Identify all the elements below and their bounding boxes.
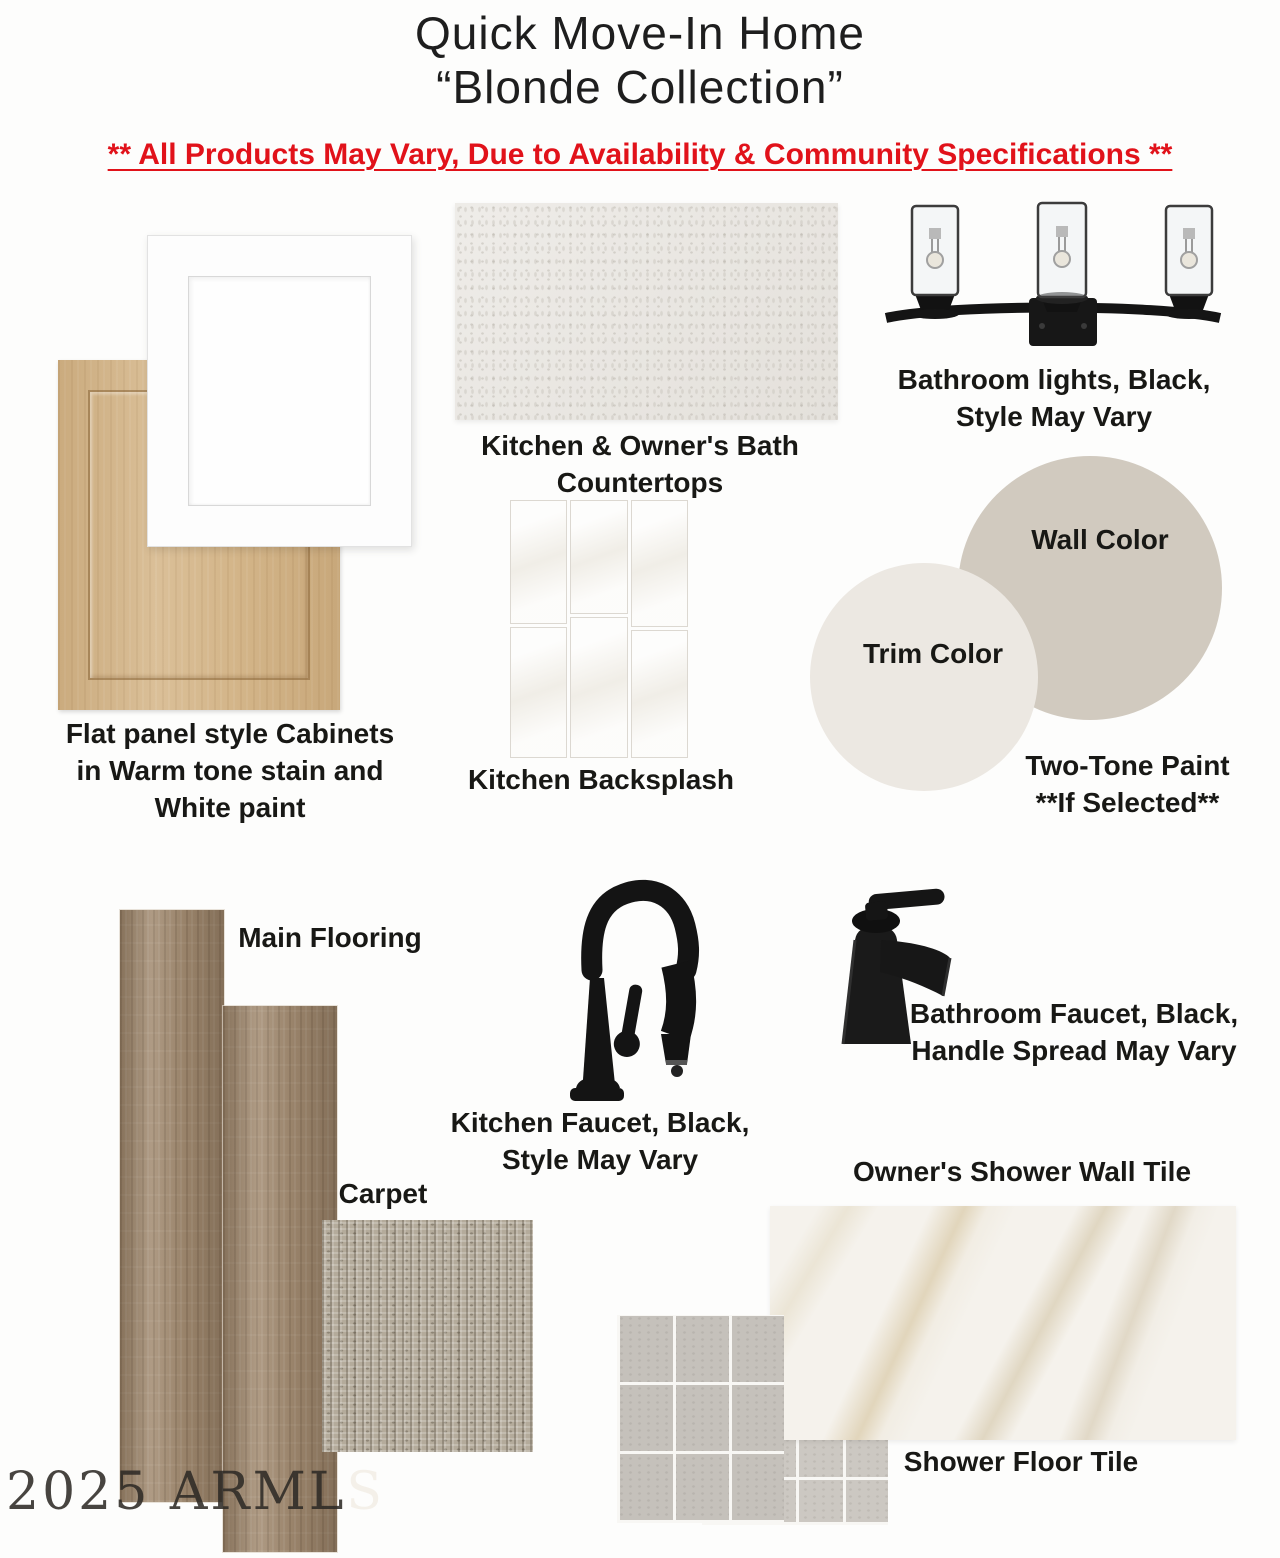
white-cabinet-panel <box>188 276 371 506</box>
kitchen-faucet-caption <box>400 1105 800 1179</box>
watermark-text: 2025 ARML <box>6 1462 347 1522</box>
watermark-text-overlap: S <box>346 1462 385 1522</box>
page-title <box>0 6 1280 115</box>
vanity-light-icon <box>878 198 1228 350</box>
bathroom-faucet-caption-line1: Bathroom Faucet, Black, <box>909 998 1239 1029</box>
page-title-line2: “Blonde Collection” <box>436 61 844 114</box>
backsplash-caption: Kitchen Backsplash <box>467 764 735 795</box>
kitchen-faucet-icon <box>490 838 730 1110</box>
bathroom-lights-caption <box>858 362 1250 436</box>
two-tone-caption-line1: Two-Tone Paint <box>1025 750 1230 781</box>
backsplash-tile <box>510 500 567 624</box>
cabinets-caption-line3: White paint <box>154 791 306 823</box>
countertop-caption-line2: Countertops <box>556 466 724 498</box>
backsplash-tile <box>570 500 627 614</box>
shower-wall-tile-label: Owner's Shower Wall Tile <box>852 1156 1192 1187</box>
carpet-swatch-image <box>322 1220 533 1452</box>
bathroom-lights-image <box>878 198 1228 350</box>
backsplash-tile <box>631 630 688 758</box>
shower-floor-tile-image <box>617 1315 784 1523</box>
backsplash-column <box>570 500 627 758</box>
main-flooring-label: Main Flooring <box>238 922 422 953</box>
backsplash-tile <box>631 500 688 627</box>
wall-color-label: Wall Color <box>1031 524 1169 555</box>
carpet-label: Carpet <box>338 1178 428 1209</box>
backsplash-column <box>631 500 688 758</box>
white-cabinet-door-image <box>147 235 412 547</box>
backsplash-swatch-image <box>510 500 688 758</box>
bathroom-lights-caption-line2: Style May Vary <box>955 400 1153 432</box>
cabinets-caption-line1: Flat panel style Cabinets <box>65 718 395 749</box>
cabinets-caption <box>28 716 432 827</box>
bathroom-faucet-caption-line2: Handle Spread May Vary <box>911 1034 1237 1066</box>
trim-color-label: Trim Color <box>862 638 1003 669</box>
kitchen-faucet-caption-line1: Kitchen Faucet, Black, <box>450 1107 750 1138</box>
page-title-line1: Quick Move-In Home <box>414 7 865 59</box>
bathroom-lights-caption-line1: Bathroom lights, Black, <box>897 364 1211 395</box>
countertop-swatch-image <box>455 203 838 420</box>
shower-wall-tile-image <box>770 1206 1236 1440</box>
cabinets-caption-line2: in Warm tone stain and <box>76 754 384 786</box>
countertop-caption <box>440 428 840 502</box>
shower-floor-tile-label: Shower Floor Tile <box>903 1446 1139 1477</box>
flooring-plank-image <box>120 910 224 1502</box>
two-tone-caption-line2: **If Selected** <box>1035 786 1220 818</box>
backsplash-tile <box>570 617 627 758</box>
kitchen-faucet-image <box>490 838 730 1110</box>
kitchen-faucet-caption-line2: Style May Vary <box>501 1143 699 1175</box>
disclaimer-text: ** All Products May Vary, Due to Availability & Community Specifications ** <box>107 138 1173 171</box>
countertop-caption-line1: Kitchen & Owner's Bath <box>481 430 799 461</box>
two-tone-paint-caption <box>985 748 1270 822</box>
backsplash-column <box>510 500 567 758</box>
backsplash-tile <box>510 627 567 758</box>
armls-watermark <box>6 1462 385 1522</box>
bathroom-faucet-caption <box>868 996 1280 1070</box>
